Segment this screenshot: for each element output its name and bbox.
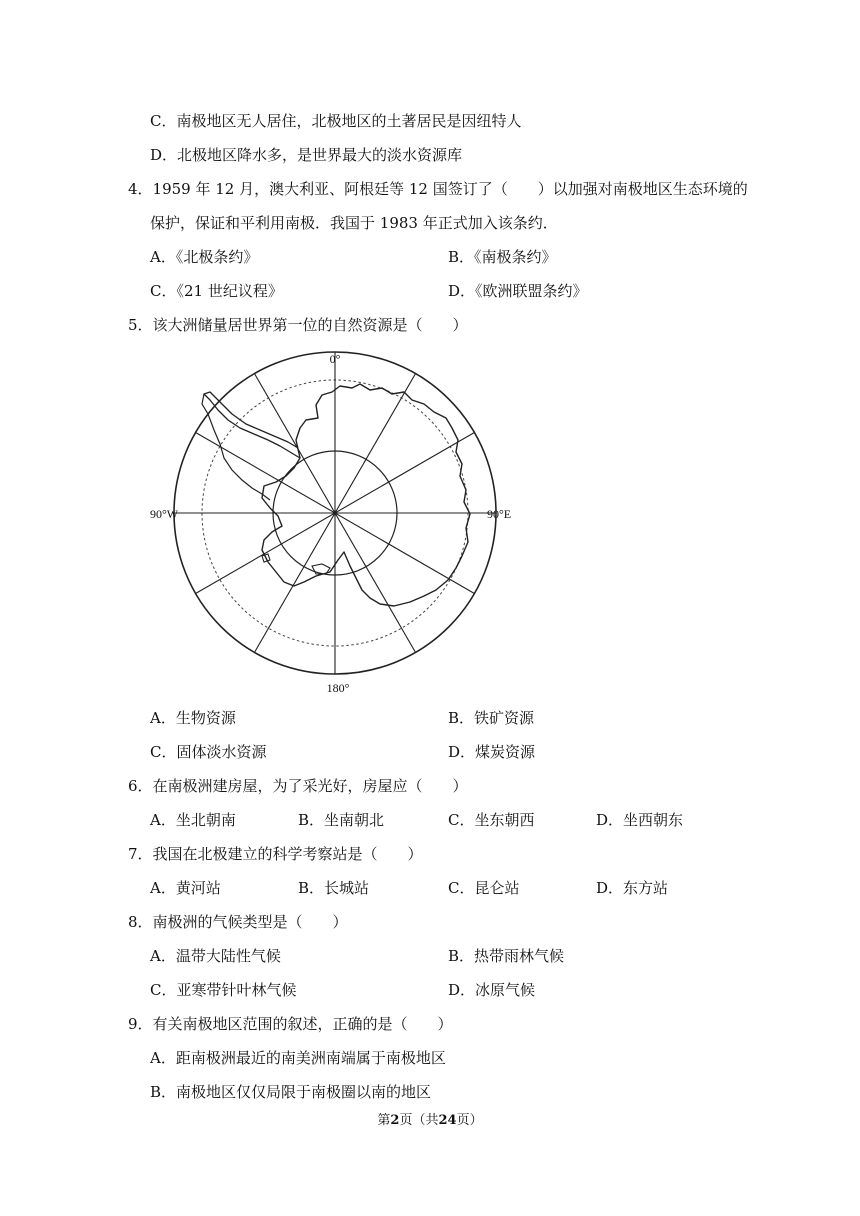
q7-stem: 7．我国在北极建立的科学考察站是（ ） <box>128 845 423 863</box>
q5-stem: 5．该大洲储量居世界第一位的自然资源是（ ） <box>128 316 468 334</box>
map-meridians <box>174 352 496 674</box>
q6-option-b: B．坐南朝北 <box>298 811 385 829</box>
q4-option-c: C．《21 世纪议程》 <box>150 282 283 300</box>
footer-total-pages: 24 <box>438 1113 457 1128</box>
q8-option-a: A．温带大陆性气候 <box>150 947 281 965</box>
q4-stem-line1: 4．1959 年 12 月，澳大利亚、阿根廷等 12 国签订了（ ）以加强对南极地区生态环境的 <box>128 180 748 198</box>
q9-stem: 9．有关南极地区范围的叙述，正确的是（ ） <box>128 1015 453 1033</box>
map-label-right: 90°E <box>487 507 512 521</box>
q8-option-b: B．热带雨林气候 <box>448 947 565 965</box>
q5-option-c: C．固体淡水资源 <box>150 743 267 761</box>
q4-option-a: A．《北极条约》 <box>150 248 259 266</box>
q4-option-b: B．《南极条约》 <box>448 248 557 266</box>
q9-option-b: B．南极地区仅仅局限于南极圈以南的地区 <box>150 1083 432 1101</box>
q8-option-c: C．亚寒带针叶林气候 <box>150 981 297 999</box>
q5-option-b: B．铁矿资源 <box>448 709 535 727</box>
footer-prefix: 第 <box>377 1113 391 1128</box>
q7-option-b: B．长城站 <box>298 879 370 897</box>
map-label-left: 90°W <box>150 507 179 521</box>
q5-option-d: D．煤炭资源 <box>448 743 536 761</box>
q7-option-c: C．昆仑站 <box>448 879 520 897</box>
footer-middle: 页（共 <box>399 1113 439 1128</box>
page-footer <box>0 1112 860 1130</box>
map-label-bottom: 180° <box>326 681 350 695</box>
footer-suffix: 页） <box>456 1113 483 1128</box>
map-island <box>312 564 330 574</box>
footer-page-number: 2 <box>390 1113 400 1128</box>
q6-option-c: C．坐东朝西 <box>448 811 535 829</box>
q5-option-a: A．生物资源 <box>150 709 236 727</box>
q6-stem: 6．在南极洲建房屋，为了采光好，房屋应（ ） <box>128 777 468 795</box>
q6-option-a: A．坐北朝南 <box>150 811 236 829</box>
q3-option-d: D．北极地区降水多，是世界最大的淡水资源库 <box>150 146 463 164</box>
q7-option-a: A．黄河站 <box>150 879 221 897</box>
q9-option-a: A．距南极洲最近的南美洲南端属于南极地区 <box>150 1049 446 1067</box>
q4-option-d: D．《欧洲联盟条约》 <box>448 282 588 300</box>
q3-option-c: C．南极地区无人居住，北极地区的土著居民是因纽特人 <box>150 112 522 130</box>
q8-stem: 8．南极洲的气候类型是（ ） <box>128 913 348 931</box>
q6-option-d: D．坐西朝东 <box>596 811 684 829</box>
map-label-top: 0° <box>329 352 341 366</box>
q8-option-d: D．冰原气候 <box>448 981 536 999</box>
q4-stem-line2: 保护，保证和平利用南极．我国于 1983 年正式加入该条约． <box>150 214 558 232</box>
q7-option-d: D．东方站 <box>596 879 669 897</box>
